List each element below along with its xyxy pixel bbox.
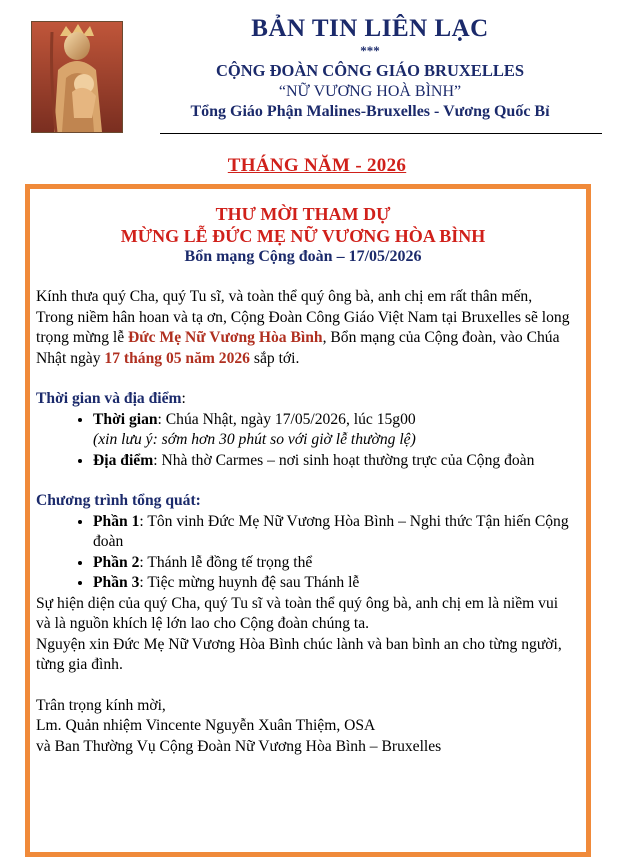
issue-month: THÁNG NĂM - 2026 xyxy=(227,155,407,176)
greeting-paragraph: Kính thưa quý Cha, quý Tu sĩ, và toàn thể quý ông bà, anh chị em rất thân mến, xyxy=(36,288,533,305)
time-place-list xyxy=(36,410,570,472)
title-stars: *** xyxy=(360,43,380,58)
list-item-time: • Thời gian: Chúa Nhật, ngày 17/05/2026, lúc 15g00 (xin lưu ý: sớm hơn 30 phút so với giờ lễ thường lệ) xyxy=(93,410,570,451)
time-place-heading: Thời gian và địa điểm: xyxy=(36,390,186,407)
program-heading: Chương trình tổng quát: xyxy=(36,492,201,509)
feast-date: 17 tháng 05 năm 2026 xyxy=(104,349,250,367)
list-item-place: • Địa điểm: Nhà thờ Carmes – nơi sinh hoạt thường trực của Cộng đoàn xyxy=(93,451,570,472)
organization-name: CỘNG ĐOÀN CÔNG GIÁO BRUXELLES xyxy=(215,61,525,80)
closing-paragraph-1: Sự hiện diện của quý Cha, quý Tu sĩ và toàn thể quý ông bà, anh chị em là niềm vui và là nguồn khích lệ lớn lao cho Cộng đoàn chúng ta. xyxy=(36,594,559,632)
newsletter-header xyxy=(130,14,610,122)
madonna-portrait-image xyxy=(31,21,123,133)
feast-name: Đức Mẹ Nữ Vương Hòa Bình xyxy=(128,329,323,346)
invitation-title: THƯ MỜI THAM DỰ xyxy=(215,204,391,224)
closing-paragraph-2: Nguyện xin Đức Mẹ Nữ Vương Hòa Bình chúc lành và ban bình an cho từng người, từng gia đình. xyxy=(36,635,562,673)
feast-title: MỪNG LỄ ĐỨC MẸ NỮ VƯƠNG HÒA BÌNH xyxy=(120,226,486,246)
invitation-content xyxy=(36,193,570,757)
feast-subtitle: Bổn mạng Cộng đoàn – 17/05/2026 xyxy=(184,248,422,265)
program-list xyxy=(36,512,570,594)
program-item: • Phần 1: Tôn vinh Đức Mẹ Nữ Vương Hòa Bình – Nghi thức Tận hiến Cộng đoàn xyxy=(93,512,570,553)
signature-priest: Lm. Quản nhiệm Vincente Nguyễn Xuân Thiệm, OSA xyxy=(36,717,376,734)
program-item: • Phần 2: Thánh lễ đồng tế trọng thể xyxy=(93,553,570,574)
program-item: • Phần 3: Tiệc mừng huynh đệ sau Thánh lễ xyxy=(93,573,570,594)
header-divider xyxy=(160,133,602,134)
newsletter-title: BẢN TIN LIÊN LẠC xyxy=(251,15,489,42)
community-name: “NỮ VƯƠNG HOÀ BÌNH” xyxy=(278,83,462,100)
signature-committee: và Ban Thường Vụ Cộng Đoàn Nữ Vương Hòa Bình – Bruxelles xyxy=(36,737,442,755)
signature-salutation: Trân trọng kính mời, xyxy=(36,696,166,714)
intro-paragraph: Trong niềm hân hoan và tạ ơn, Cộng Đoàn Công Giáo Việt Nam tại Bruxelles sẽ long trọng mừng lễ Đức Mẹ Nữ Vương Hòa Bình, Bổn mạng của Cộng đoàn, vào Chúa Nhật ngày 17 tháng 05 năm 2026 sắp tới. xyxy=(36,308,570,367)
madonna-statue-icon xyxy=(32,22,122,132)
time-note: (xin lưu ý: sớm hơn 30 phút so với giờ lễ thường lệ) xyxy=(93,431,416,448)
diocese-line: Tổng Giáo Phận Malines-Bruxelles - Vương Quốc Bỉ xyxy=(190,103,550,120)
